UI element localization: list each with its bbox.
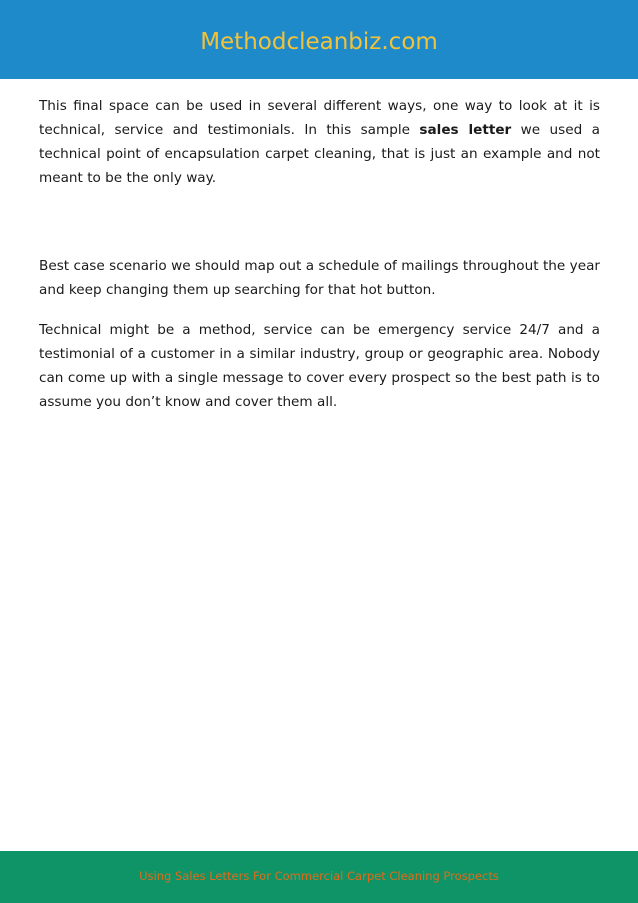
footer-bar [0, 851, 638, 903]
paragraph-1-text-end: we used a technical point of encapsulation carpet cleaning, that is just an example and not meant to be the only way. [39, 122, 600, 186]
paragraph-final-space [39, 94, 600, 190]
footer-caption: Using Sales Letters For Commercial Carpet Cleaning Prospects [139, 869, 499, 883]
paragraph-1-text-start: This final space can be used in several different ways, one way to look at it is technical, service and testimonials. In this sample [39, 98, 600, 138]
paragraph-technical: Technical might be a method, service can be emergency service 24/7 and a testimonial of a customer in a similar industry, group or geographic area. Nobody can come up with a single message to cover every prospect so the best path is to assume you don’t know and cover them all. [39, 322, 600, 410]
header-bar [0, 0, 638, 79]
paragraph-best-case: Best case scenario we should map out a schedule of mailings throughout the year and keep changing them up searching for that hot button. [39, 258, 600, 298]
site-title: Methodcleanbiz.com [200, 29, 438, 55]
sales-letter-emphasis: sales letter [419, 122, 512, 138]
